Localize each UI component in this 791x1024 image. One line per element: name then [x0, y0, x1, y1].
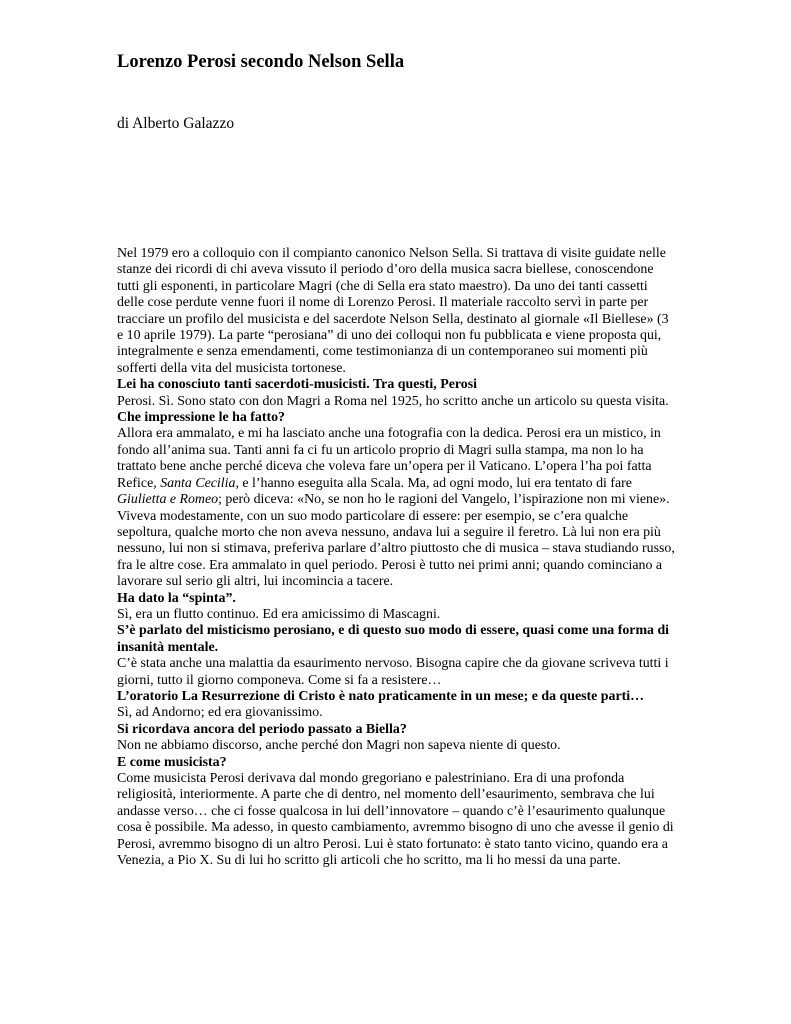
work-title-santa-cecilia: Santa Cecilia — [160, 475, 236, 491]
interview-answer — [117, 426, 677, 590]
answer-text: Allora era ammalato, e mi ha lasciato anche una fotografia con la dedica. Perosi era un mistico, in fondo all’anima sua. Tanti anni fa ci fu un articolo proprio di Magri sulla stampa, ma non lo ha trattato bene anche perché diceva che voleva fare un’opera per il Vaticano. L’opera l’ha poi fatta Refice, — [117, 426, 661, 491]
interview-question: S’è parlato del misticismo perosiano, e di questo suo modo di essere, quasi come una forma di insanità mentale. — [117, 623, 670, 655]
document-title: Lorenzo Perosi secondo Nelson Sella — [117, 52, 405, 72]
interview-answer: Sì, era un flutto continuo. Ed era amicissimo di Mascagni. — [117, 606, 441, 622]
interview-answer: Non ne abbiamo discorso, anche perché don Magri non sapeva niente di questo. — [117, 738, 561, 754]
answer-text: , e l’hanno eseguita alla Scala. Ma, ad ogni modo, lui era tentato di fare — [235, 475, 632, 491]
work-title-giulietta-e-romeo: Giulietta e Romeo — [117, 492, 219, 508]
interview-answer: Perosi. Sì. Sono stato con don Magri a Roma nel 1925, ho scritto anche un articolo su questa visita. — [117, 393, 669, 409]
document-body — [117, 246, 677, 869]
interview-answer: Sì, ad Andorno; ed era giovanissimo. — [117, 705, 323, 721]
intro-paragraph: Nel 1979 ero a colloquio con il compianto canonico Nelson Sella. Si trattava di visite guidate nelle stanze dei ricordi di chi aveva vissuto il periodo d’oro della musica sacra biellese, conoscendone tutti gli esponenti, in particolare Magri (che di Sella era stato maestro). Da uno dei tanti cassetti delle cose perdute venne fuori il nome di Lorenzo Perosi. Il materiale raccolto servì in parte per tracciare un profilo del musicista e del sacerdote Nelson Sella, destinato al giornale «Il Biellese» (3 e 10 aprile 1979). La parte “perosiana” di uno dei colloqui non fu pubblicata e viene proposta qui, integralmente e senza emendamenti, come testimonianza di un contemporaneo sui momenti più sofferti della vita del musicista tortonese. — [117, 246, 669, 376]
interview-question: Si ricordava ancora del periodo passato a Biella? — [117, 721, 407, 737]
interview-answer: Come musicista Perosi derivava dal mondo gregoriano e palestriniano. Era di una profonda religiosità, interiormente. A parte che di dentro, nel momento dell’esaurimento, sembrava che lui andasse verso… che ci fosse qualcosa in lui dell’innovatore – quando c’è l’esaurimento qualunque cosa è possibile. Ma adesso, in questo cambiamento, avremmo bisogno di uno che avesse il genio di Perosi, avremmo bisogno di un altro Perosi. Lui è stato fortunato: è stato tanto vicino, quando era a Venezia, a Pio X. Su di lui ho scritto gli articoli che ho scritto, ma li ho messi da una parte. — [117, 771, 674, 869]
interview-question: L’oratorio La Resurrezione di Cristo è nato praticamente in un mese; e da queste parti… — [117, 688, 645, 704]
interview-question: Che impressione le ha fatto? — [117, 410, 285, 426]
interview-question: E come musicista? — [117, 754, 227, 770]
document-author: di Alberto Galazzo — [117, 115, 235, 132]
answer-text: ; però diceva: «No, se non ho le ragioni del Vangelo, l’ispirazione non mi viene». Viveva modestamente, con un suo modo particolare di essere: per esempio, se c’era qualche sepoltura, qualche morto che non aveva nessuno, andava lui a seguire il feretro. Là lui non era più nessuno, lui non si stimava, preferiva parlare d’altro piuttosto che di musica – stava studiando russo, fra le altre cose. Era ammalato in quel periodo. Perosi è tutto nei primi anni; quando cominciano a lavorare sul serio gli altri, lui incomincia a tacere. — [117, 492, 675, 590]
interview-question: Lei ha conosciuto tanti sacerdoti-musicisti. Tra questi, Perosi — [117, 377, 477, 393]
interview-answer: C’è stata anche una malattia da esaurimento nervoso. Bisogna capire che da giovane scriveva tutti i giorni, tutto il giorno componeva. Come si fa a resistere… — [117, 656, 669, 688]
interview-question: Ha dato la “spinta”. — [117, 590, 236, 606]
